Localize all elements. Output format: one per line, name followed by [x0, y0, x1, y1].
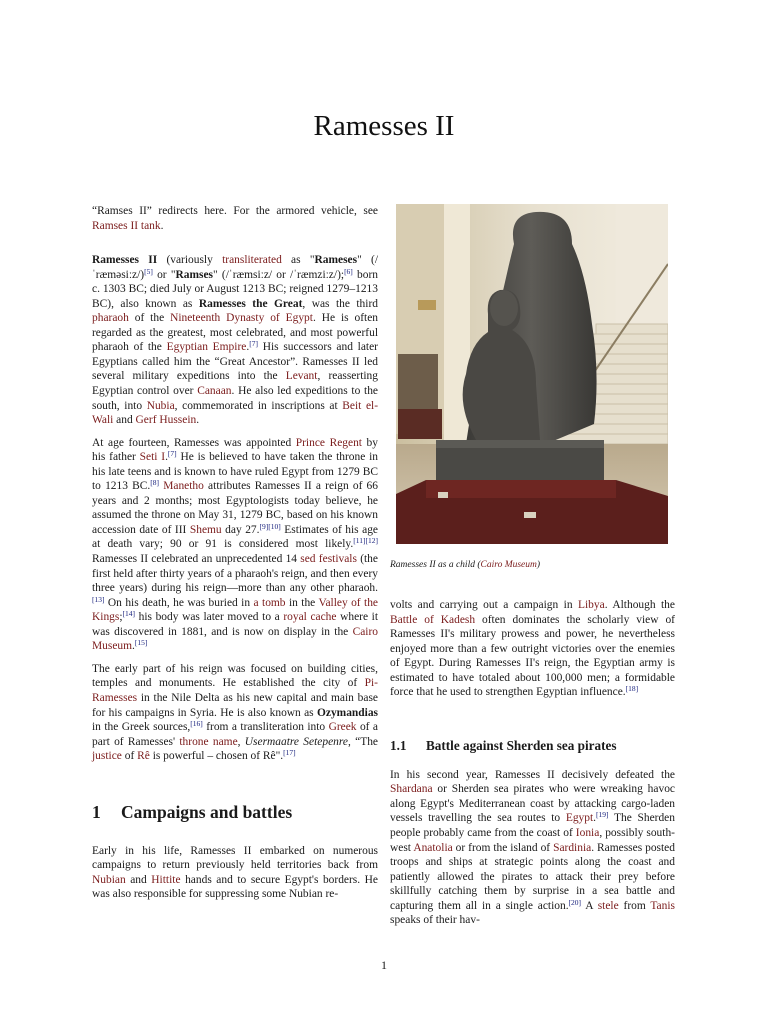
link-manetho[interactable]: Manetho [163, 480, 204, 493]
accession-paragraph: At age fourteen, Ramesses was appointed Prince Regent by his father Seti I.[7] He is believed to have taken the throne in his late teens and is known to have ruled Egypt from 1279 BC to 1213 BC.[8] Manetho attributes Ramesses II a reign of 66 years and 2 months; most Egyptologists today believe, he assumed the throne on May 31, 1279 BC, based on his known accession date of III Shemu day 27.[9][10] Estimates of his age at death vary; 90 or 91 is considered most likely.[11][12] Ramesses II celebrated an unprecedented 14 sed festivals (the first held after thirty years of a pharaoh's reign, and then every three years) during his reign—more than any other pharaoh.[13] On his death, he was buried in a tomb in the Valley of the Kings;[14] his body was later moved to a royal cache where it was discovered in 1881, and is now on display in the Cairo Museum.[15] [92, 436, 379, 653]
link-gerf-hussein[interactable]: Gerf Hussein [135, 414, 197, 427]
early-reign-paragraph: The early part of his reign was focused on building cities, temples and monuments. He established the city of Pi-Ramesses in the Nile Delta as his new capital and main base for his campaigns in Syria. He is also known as Ozymandias in the Greek sources,[16] from a transliteration into Greek of a part of Ramesses' throne name, Usermaatre Setepenre, “The justice of Rê is powerful – chosen of Rê".[17] [92, 662, 379, 763]
link-ramses-ii-tank[interactable]: Ramses II tank [92, 219, 161, 232]
ref-5[interactable]: [5] [144, 266, 153, 276]
photo-caption: Ramesses II as a child (Cairo Museum) [390, 560, 541, 570]
ref-13[interactable]: [13] [92, 594, 105, 604]
link-pharaoh[interactable]: pharaoh [92, 312, 129, 325]
section-title: Campaigns and battles [121, 801, 293, 822]
link-prince-regent[interactable]: Prince Regent [295, 436, 362, 449]
ref-7[interactable]: [7] [249, 339, 258, 349]
link-transliterated[interactable]: transliterated [222, 254, 282, 267]
redirect-hatnote: “Ramses II” redirects here. For the armored vehicle, see Ramses II tank. [92, 205, 378, 232]
link-egypt[interactable]: Egypt [565, 812, 594, 825]
link-shemu[interactable]: Shemu [189, 523, 222, 536]
page-title: Ramesses II [313, 110, 455, 142]
subsection-title: Battle against Sherden sea pirates [426, 737, 617, 753]
ref-19[interactable]: [19] [596, 810, 609, 820]
ref-7b[interactable]: [7] [167, 449, 177, 459]
ref-6[interactable]: [6] [344, 266, 353, 276]
subsection-heading-sherden [390, 738, 675, 754]
link-tanis[interactable]: Tanis [650, 899, 675, 912]
link-libya[interactable]: Libya [578, 599, 605, 611]
link-valley-of-the-kings[interactable]: Valley of the Kings [92, 596, 379, 624]
intro-paragraph: Ramesses II (variously transliterated as "Rameses" (/ˈræməsiːz/)[5] or "Ramses" (/ˈræmsiːz/ or /ˈræmziːz/);[6] born c. 1303 BC; died July or August 1213 BC; reigned 1279–1213 BC), also known as Ramesses the Great, was the third pharaoh of the Nineteenth Dynasty of Egypt. He is often regarded as the greatest, most celebrated, and most powerful pharaoh of the Egyptian Empire.[7] His successors and later Egyptians called him the “Great Ancestor”. Ramesses II led several military expeditions into the Levant, reasserting Egyptian control over Canaan. He also led expeditions to the south, into Nubia, commemorated in inscriptions at Beit el-Wali and Gerf Hussein. [92, 254, 379, 427]
link-nineteenth-dynasty[interactable]: Nineteenth Dynasty of Egypt [170, 312, 313, 325]
ref-20[interactable]: [20] [568, 897, 582, 907]
campaigns-paragraph: Early in his life, Ramesses II embarked on numerous campaigns to return previously held territories back from Nubian and Hittite hands and to secure Egypt's borders. He was also responsible for suppressing some Nubian re- [92, 844, 379, 901]
ref-16[interactable]: [16] [190, 719, 203, 729]
left-column [92, 204, 378, 910]
section-heading-campaigns [92, 802, 378, 822]
link-sardinia[interactable]: Sardinia [553, 841, 592, 854]
link-levant[interactable]: Levant [285, 370, 318, 383]
link-sed-festivals[interactable]: sed festivals [300, 553, 357, 566]
link-seti-i[interactable]: Seti I [139, 451, 166, 464]
link-a-tomb[interactable]: a tomb [253, 596, 286, 609]
ref-15[interactable]: [15] [134, 638, 148, 648]
link-canaan[interactable]: Canaan [197, 385, 232, 398]
caption-link-cairo-museum[interactable]: Cairo Museum [480, 560, 537, 570]
ref-18[interactable]: [18] [625, 684, 639, 694]
link-throne-name[interactable]: throne name [179, 735, 238, 748]
link-royal-cache[interactable]: royal cache [283, 611, 337, 624]
link-egyptian-empire[interactable]: Egyptian Empire [166, 341, 247, 354]
subsection-number: 1.1 [390, 737, 407, 753]
sherden-paragraph: In his second year, Ramesses II decisively defeated the Shardana or Sherden sea pirates who were wreaking havoc along Egypt's Mediterranean coast by attacking cargo-laden vessels travelling the sea routes to Egypt.[19] The Sherden people probably came from the coast of Ionia, possibly south-west Anatolia or from the island of Sardinia. Ramesses posted troops and ships at strategic points along the coast and patiently allowed the pirates to attack their prey before skillfully catching them by surprise in a sea battle and capturing them all in a single action.[20] A stele from Tanis speaks of their hav- [390, 768, 675, 927]
ramesses-statue-photo [396, 204, 668, 544]
link-greek[interactable]: Greek [328, 721, 357, 734]
link-justice[interactable]: justice [92, 750, 122, 763]
link-beit-el-wali[interactable]: Beit el-Wali [92, 399, 379, 427]
link-battle-of-kadesh[interactable]: Battle of Kadesh [390, 613, 476, 626]
link-anatolia[interactable]: Anatolia [413, 841, 453, 854]
link-nubian[interactable]: Nubian [92, 873, 126, 886]
ref-17[interactable]: [17] [283, 748, 296, 758]
link-hittite[interactable]: Hittite [151, 873, 181, 886]
ref-8[interactable]: [8] [150, 478, 160, 488]
link-stele[interactable]: stele [597, 899, 619, 912]
link-cairo-museum[interactable]: Cairo Museum [92, 625, 378, 653]
section-number: 1 [92, 801, 101, 822]
ref-14[interactable]: [14] [122, 609, 136, 619]
ref-9-10[interactable]: [9][10] [259, 521, 281, 531]
campaigns-continued-paragraph: volts and carrying out a campaign in Libya. Although the Battle of Kadesh often dominates the scholarly view of Ramesses II's military prowess and power, he nevertheless enjoyed more than a few outright victories over the enemies of Egypt. During Ramesses II's reign, the Egyptian army is estimated to have totaled about 100,000 men; a formidable force that he used to strengthen Egyptian influence.[18] [390, 599, 675, 699]
page-number: 1 [381, 958, 387, 972]
link-nubia[interactable]: Nubia [146, 399, 175, 412]
link-pi-ramesses[interactable]: Pi-Ramesses [92, 677, 378, 704]
link-ionia[interactable]: Ionia [575, 827, 600, 840]
ref-11-12[interactable]: [11][12] [353, 536, 378, 546]
link-shardana[interactable]: Shardana [390, 783, 433, 796]
right-column [390, 598, 675, 936]
link-re[interactable]: Rê [137, 750, 150, 763]
